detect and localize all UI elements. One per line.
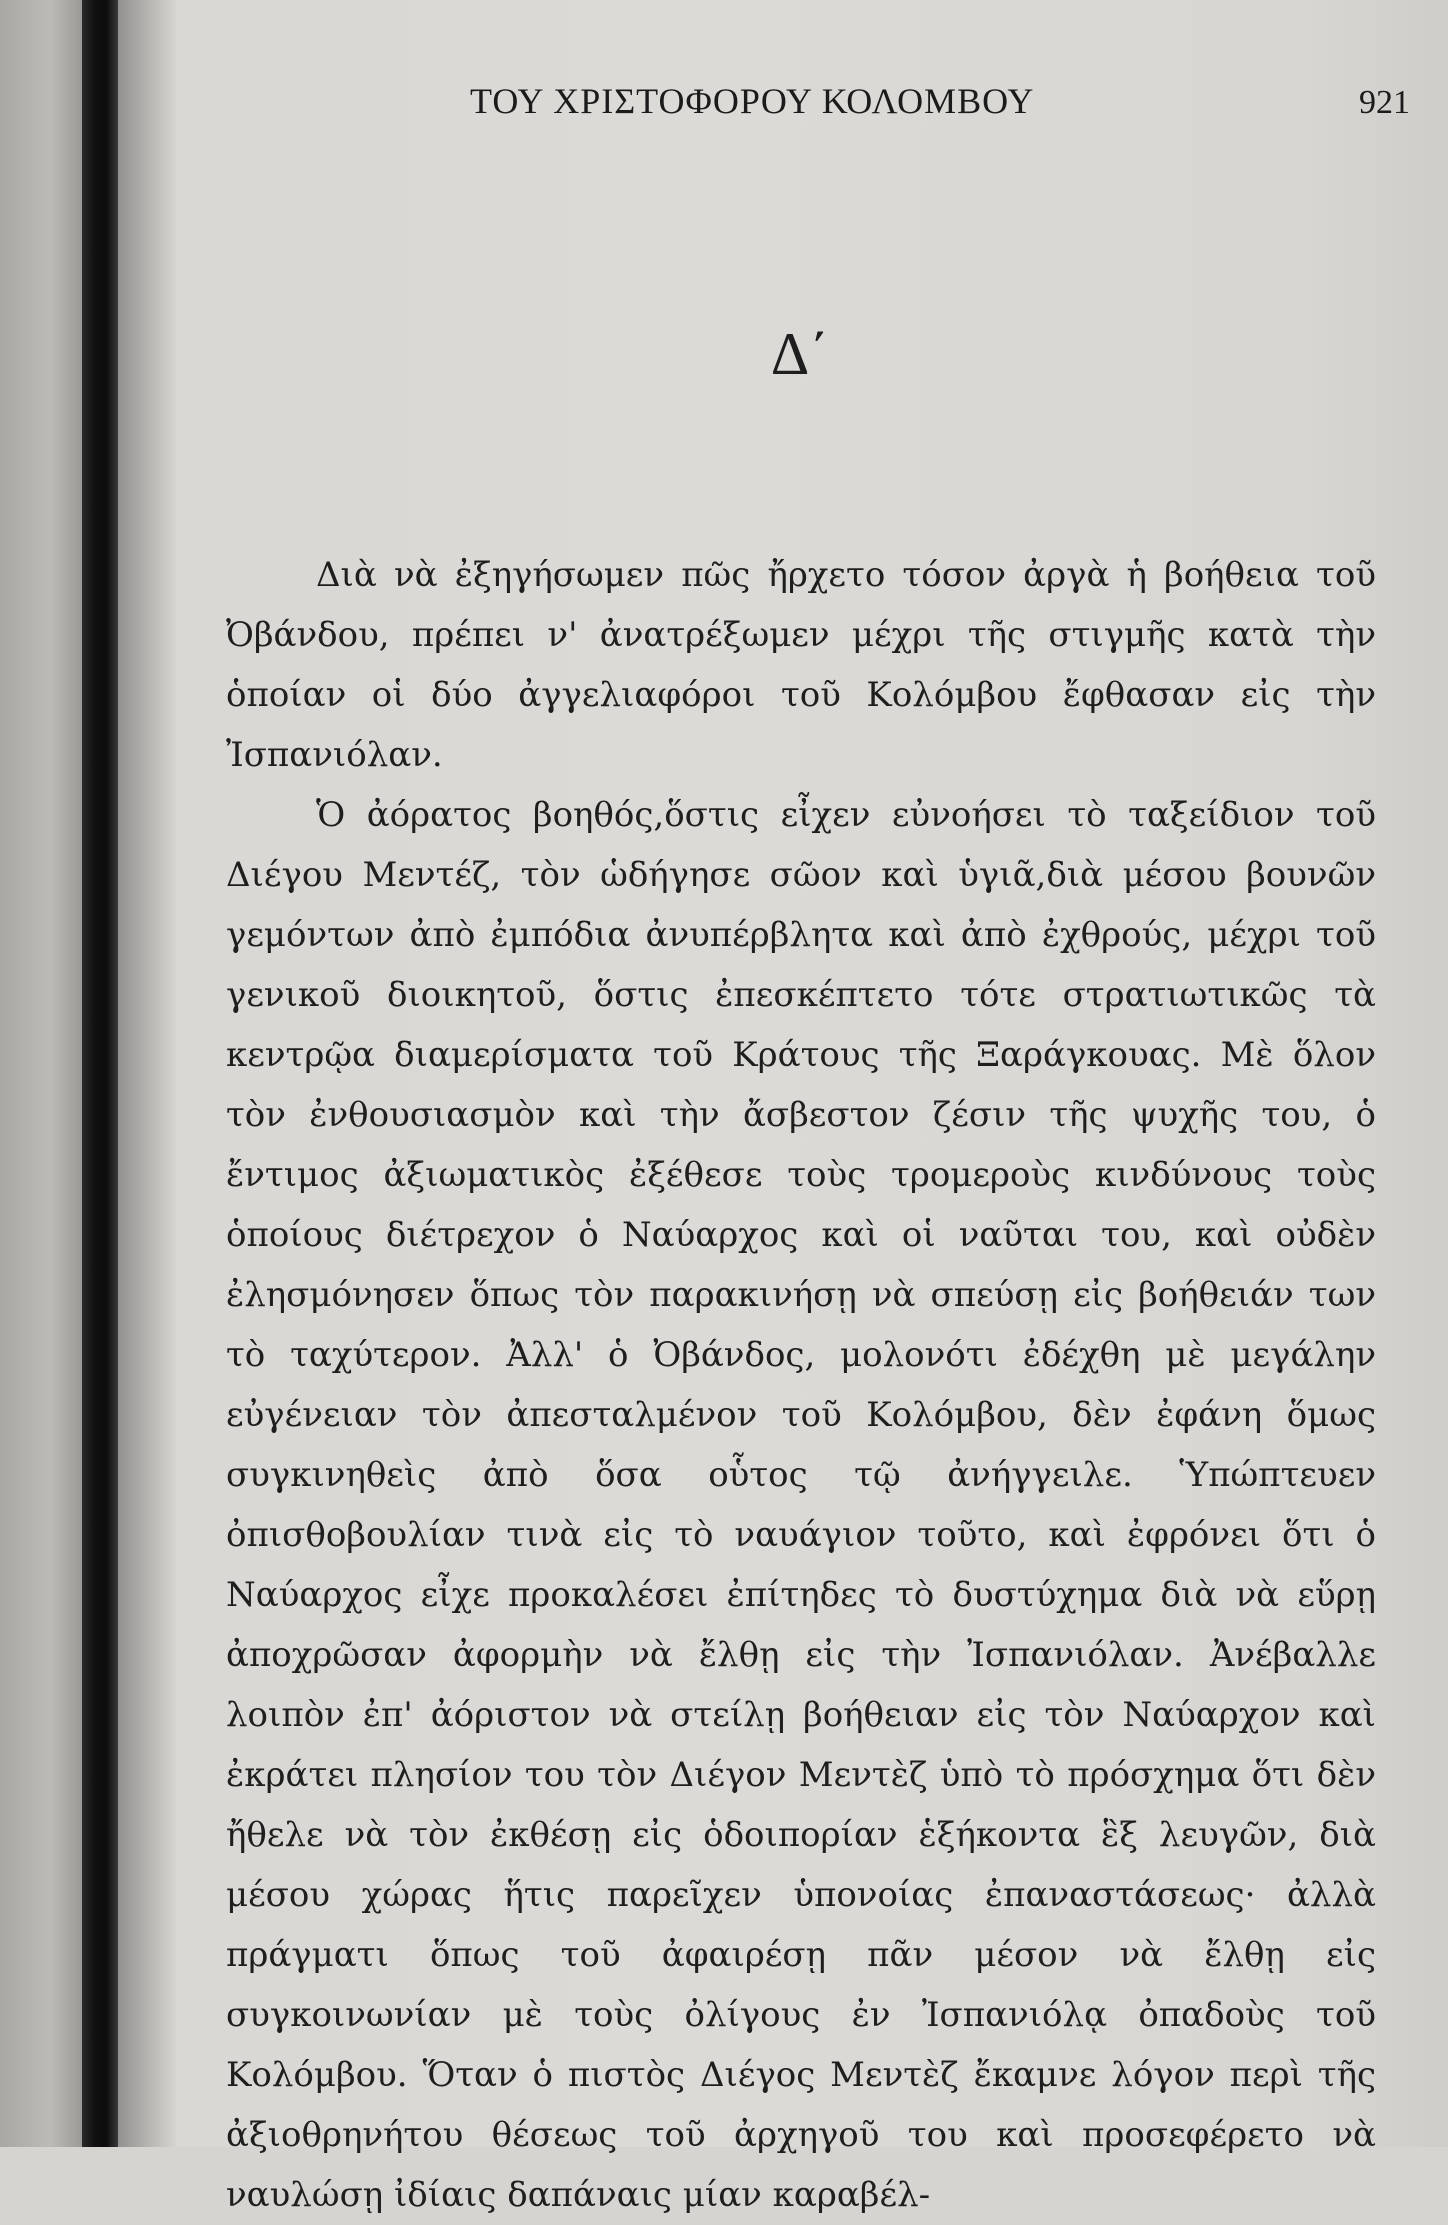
facing-page-edge — [0, 0, 82, 2147]
paragraph: Ὁ ἀόρατος βοηθός,ὅστις εἶχεν εὐνοήσει τὸ ταξείδιον τοῦ Διέγου Μεντέζ, τὸν ὡδήγησε σῶον καὶ ὑγιᾶ,διὰ μέσου βουνῶν γεμόντων ἀπὸ ἐμπόδια ἀνυπέρβλητα καὶ ἀπὸ ἐχθρούς, μέχρι τοῦ γενικοῦ διοικητοῦ, ὅστις ἐπεσκέπτετο τότε στρατιωτικῶς τὰ κεντρῷα διαμερίσματα τοῦ Κράτους τῆς Ξαράγκουας. Μὲ ὅλον τὸν ἐνθουσιασμὸν καὶ τὴν ἄσβεστον ζέσιν τῆς ψυχῆς του, ὁ ἔντιμος ἀξιωματικὸς ἐξέθεσε τοὺς τρομεροὺς κινδύνους τοὺς ὁποίους διέτρεχον ὁ Ναύαρχος καὶ οἱ ναῦται του, καὶ οὐδὲν ἐλησμόνησεν ὅπως τὸν παρακινήσῃ νὰ σπεύσῃ εἰς βοήθειάν των τὸ ταχύτερον. Ἀλλ' ὁ Ὀβάνδος, μολονότι ἐδέχθη μὲ μεγάλην εὐγένειαν τὸν ἀπεσταλμένον τοῦ Κολόμβου, δὲν ἐφάνη ὅμως συγκινηθεὶς ἀπὸ ὅσα οὗτος τῷ ἀνήγγειλε. Ὑπώπτευεν ὀπισθοβουλίαν τινὰ εἰς τὸ ναυάγιον τοῦτο, καὶ ἐφρόνει ὅτι ὁ Ναύαρχος εἶχε προκαλέσει ἐπίτηδες τὸ δυστύχημα διὰ νὰ εὕρῃ ἀποχρῶσαν ἀφορμὴν νὰ ἔλθῃ εἰς τὴν Ἰσπανιόλαν. Ἀνέβαλλε λοιπὸν ἐπ' ἀόριστον νὰ στείλῃ βοήθειαν εἰς τὸν Ναύαρχον καὶ ἐκράτει πλησίον του τὸν Διέγον Μεντὲζ ὑπὸ τὸ πρόσχημα ὅτι δὲν ἤθελε νὰ τὸν ἐκθέσῃ εἰς ὁδοιπορίαν ἑξήκοντα ἓξ λευγῶν, διὰ μέσου χώρας ἥτις παρεῖχεν ὑπονοίας ἐπαναστάσεως· ἀλλὰ πράγματι ὅπως τοῦ ἀφαιρέσῃ πᾶν μέσον νὰ ἔλθῃ εἰς συγκοινωνίαν μὲ τοὺς ὀλίγους ἐν Ἰσπανιόλᾳ ὀπαδοὺς τοῦ Κολόμβου. Ὅταν ὁ πιστὸς Διέγος Μεντὲζ ἔκαμνε λόγον περὶ τῆς ἀξιοθρηνήτου θέσεως τοῦ ἀρχηγοῦ του καὶ προσεφέρετο νὰ ναυλώσῃ ἰδίαις δαπάναις μίαν καραβέλ- — [226, 795, 1376, 2215]
page-header — [180, 80, 1430, 140]
paragraph: Διὰ νὰ ἐξηγήσωμεν πῶς ἤρχετο τόσον ἀργὰ ἡ βοήθεια τοῦ Ὀβάνδου, πρέπει ν' ἀνατρέξωμεν μέχρι τῆς στιγμῆς κατὰ τὴν ὁποίαν οἱ δύο ἀγγελιαφόροι τοῦ Κολόμβου ἔφθασαν εἰς τὴν Ἰσπανιόλαν. — [226, 555, 1376, 775]
body-text — [226, 545, 1376, 2225]
book-spine — [82, 0, 118, 2147]
running-title: ΤΟΥ ΧΡΙΣΤΟΦΟΡΟΥ ΚΟΛΟΜΒΟΥ — [470, 81, 1035, 121]
page-number: 921 — [1359, 84, 1410, 121]
spine-shadow — [118, 0, 178, 2147]
chapter-heading: Δ΄ — [770, 321, 830, 387]
